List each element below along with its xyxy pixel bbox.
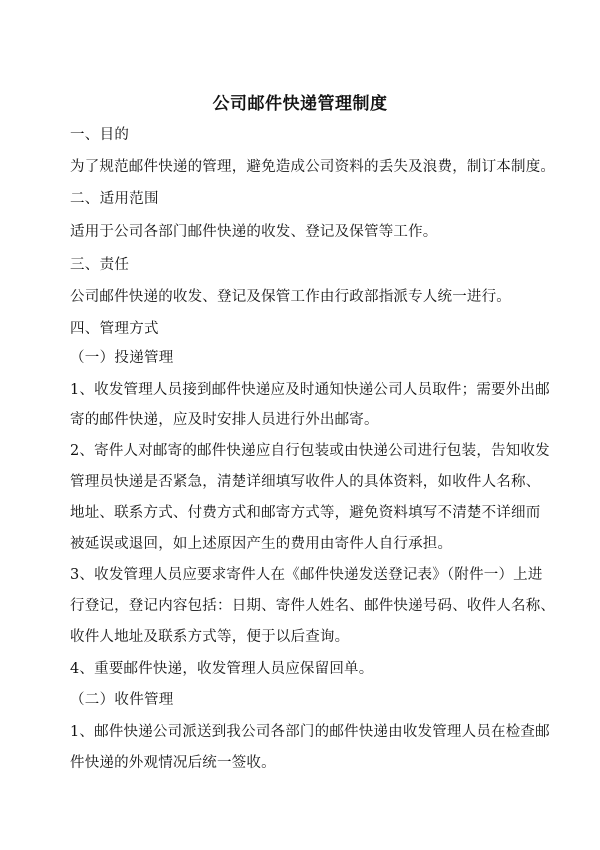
paragraph-line: 件快递的外观情况后统一签收。 <box>70 755 276 771</box>
paragraph-line: 收件人地址及联系方式等，便于以后查询。 <box>70 629 350 645</box>
section-heading-scope: 二、适用范围 <box>70 191 159 207</box>
paragraph-line: 管理员快递是否紧急，清楚详细填写收件人的具体资料，如收件人名称、 <box>70 474 541 490</box>
paragraph-line: 寄的邮件快递，应及时安排人员进行外出邮寄。 <box>70 412 379 428</box>
paragraph-line: 适用于公司各部门邮件快递的收发、登记及保管等工作。 <box>70 224 438 240</box>
section-heading-purpose: 一、目的 <box>70 127 130 143</box>
paragraph-line: 4、重要邮件快递，收发管理人员应保留回单。 <box>70 661 374 677</box>
paragraph-line: 公司邮件快递的收发、登记及保管工作由行政部指派专人统一进行。 <box>70 289 511 305</box>
section-heading-management: 四、管理方式 <box>70 321 159 337</box>
paragraph-line: 被延误或退回，如上述原因产生的费用由寄件人自行承担。 <box>70 536 453 552</box>
document-title: 公司邮件快递管理制度 <box>212 94 388 114</box>
subsection-heading-receiving: （二）收件管理 <box>70 692 174 708</box>
paragraph-line: 地址、联系方式、付费方式和邮寄方式等，避免资料填写不清楚不详细而 <box>70 505 541 521</box>
paragraph-line: 1、收发管理人员接到邮件快递应及时通知快递公司人员取件；需要外出邮 <box>70 382 550 398</box>
paragraph-line: 1、邮件快递公司派送到我公司各部门的邮件快递由收发管理人员在检查邮 <box>70 724 550 740</box>
subsection-heading-delivery: （一）投递管理 <box>70 350 174 366</box>
paragraph-line: 3、收发管理人员应要求寄件人在《邮件快递发送登记表》（附件一）上进 <box>70 567 543 583</box>
paragraph-line: 2、寄件人对邮寄的邮件快递应自行包装或由快递公司进行包装，告知收发 <box>70 443 550 459</box>
paragraph-line: 行登记，登记内容包括：日期、寄件人姓名、邮件快递号码、收件人名称、 <box>70 598 556 614</box>
section-heading-responsibility: 三、责任 <box>70 257 130 273</box>
paragraph-line: 为了规范邮件快递的管理，避免造成公司资料的丢失及浪费，制订本制度。 <box>70 159 556 175</box>
